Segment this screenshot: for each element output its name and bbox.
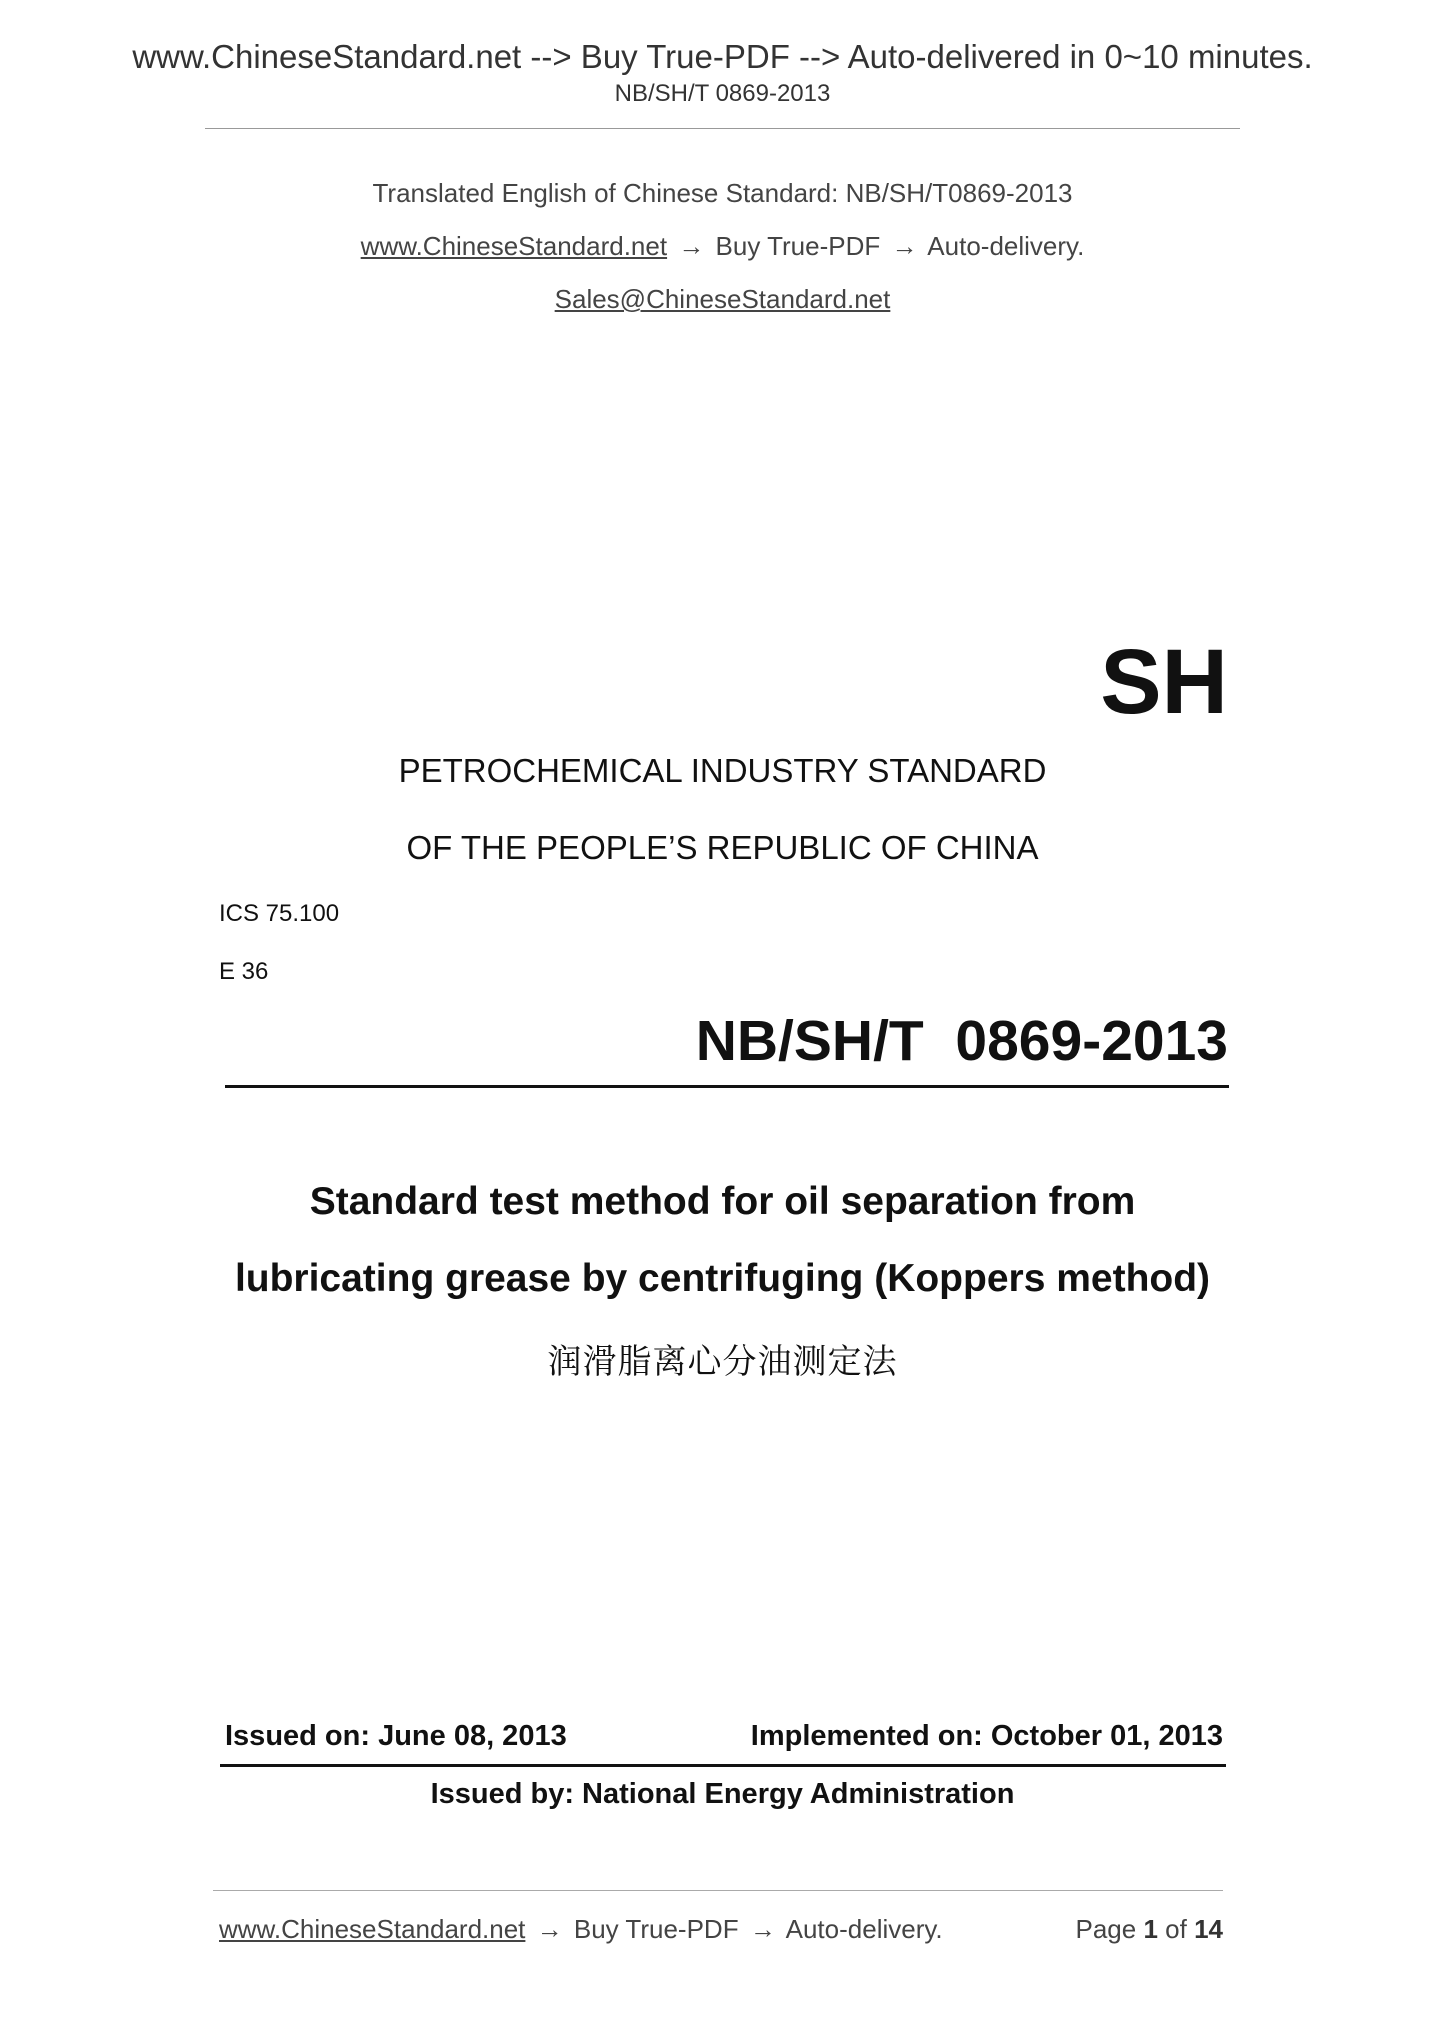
footer-buy-text: Buy True-PDF — [573, 1914, 739, 1944]
standard-category-line2: OF THE PEOPLE’S REPUBLIC OF CHINA — [406, 829, 1039, 866]
of-label: of — [1165, 1914, 1187, 1944]
issued-by: Issued by: National Energy Administration — [430, 1778, 1015, 1810]
right-arrow-icon: → — [678, 231, 705, 261]
page-label: Page — [1075, 1914, 1137, 1944]
sh-logo-text: SH — [1100, 631, 1228, 733]
page-current: 1 — [1143, 1914, 1158, 1944]
auto-delivery-text: Auto-delivery. — [927, 231, 1085, 261]
buy-line — [0, 231, 1445, 262]
site-link[interactable]: www.ChineseStandard.net — [360, 231, 668, 261]
standard-number: NB/SH/T 0869-2013 — [695, 1009, 1228, 1073]
right-arrow-icon: → — [749, 1914, 776, 1944]
sales-email-link[interactable]: Sales@ChineseStandard.net — [554, 284, 891, 314]
issue-divider — [220, 1764, 1226, 1767]
sales-line — [0, 284, 1445, 315]
header-top-line: www.ChineseStandard.net --> Buy True-PDF --> Auto-delivered in 0~10 minutes. — [132, 38, 1313, 75]
implemented-on: Implemented on: October 01, 2013 — [750, 1720, 1223, 1752]
header-doc-code: NB/SH/T 0869-2013 — [614, 80, 831, 107]
footer-divider — [213, 1890, 1223, 1891]
footer-site-link[interactable]: www.ChineseStandard.net — [219, 1914, 526, 1944]
standard-category-line1: PETROCHEMICAL INDUSTRY STANDARD — [398, 752, 1047, 789]
right-arrow-icon: → — [536, 1914, 563, 1944]
title-line2: lubricating grease by centrifuging (Koppers method) — [234, 1257, 1211, 1300]
right-arrow-icon: → — [891, 231, 918, 261]
footer-auto-delivery-text: Auto-delivery. — [785, 1914, 943, 1944]
ics-code: ICS 75.100 — [219, 900, 340, 927]
page-indicator — [1075, 1914, 1223, 1945]
translated-notice: Translated English of Chinese Standard: NB/SH/T0869-2013 — [372, 178, 1073, 208]
title-line1: Standard test method for oil separation from — [309, 1180, 1136, 1223]
header-divider — [205, 128, 1240, 129]
chinese-title: 润滑脂离心分油测定法 — [547, 1342, 898, 1382]
title-divider — [225, 1085, 1229, 1088]
classification-code: E 36 — [219, 958, 269, 985]
page-total: 14 — [1194, 1914, 1223, 1944]
footer-buy-line — [219, 1914, 943, 1945]
buy-text: Buy True-PDF — [715, 231, 881, 261]
issued-on: Issued on: June 08, 2013 — [225, 1720, 567, 1752]
